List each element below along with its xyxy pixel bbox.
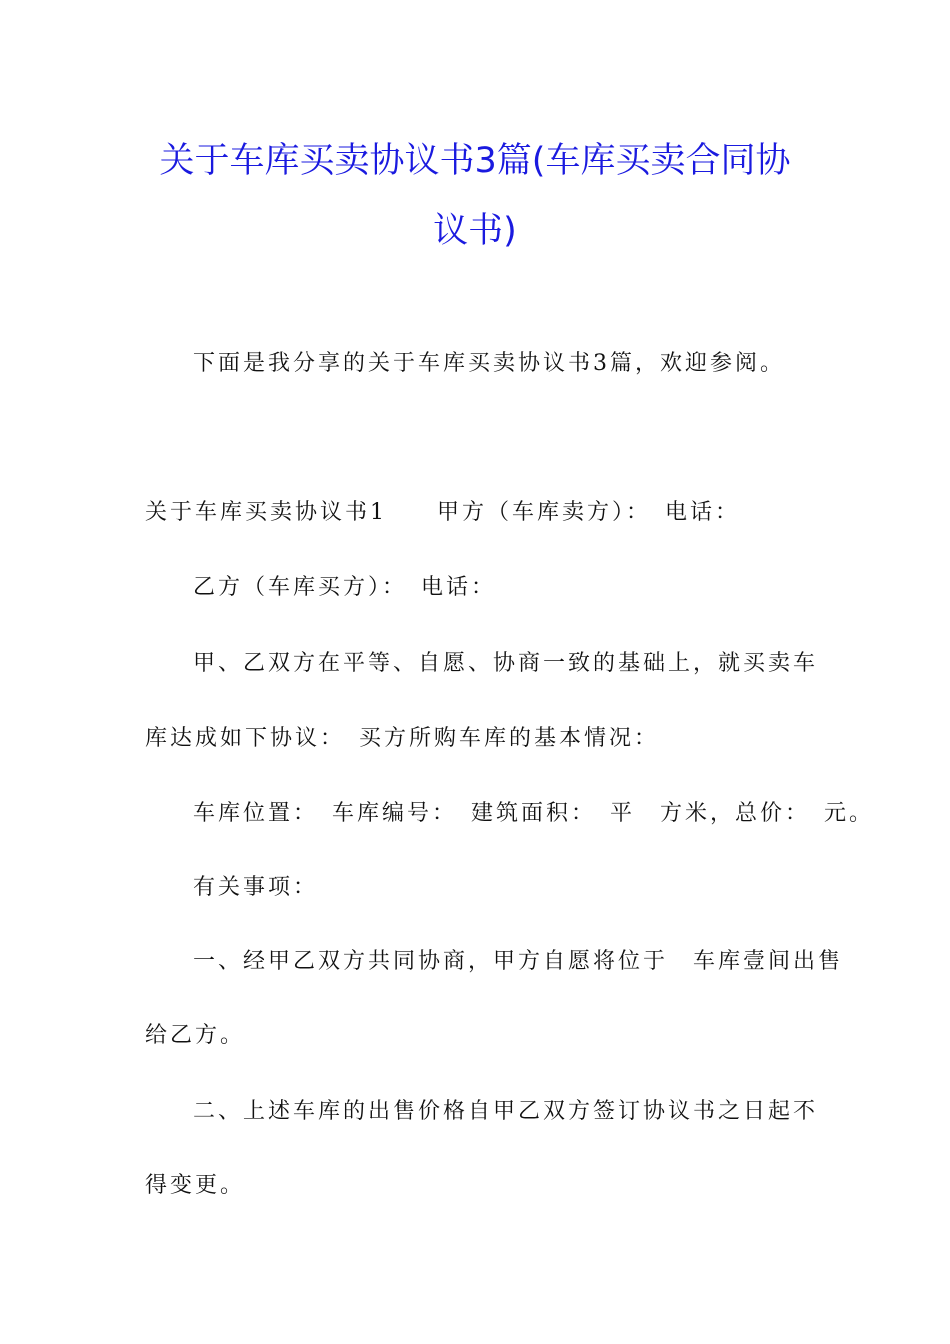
paragraph-1-line-1: 甲、乙双方在平等、自愿、协商一致的基础上，就买卖车	[193, 651, 819, 676]
title-line-1: 关于车库买卖协议书3篇(车库买卖合同协	[159, 141, 791, 181]
item-1-line-1: 一、经甲乙双方共同协商，甲方自愿将位于 车库壹间出售	[193, 949, 844, 974]
title-line-2: 议书)	[433, 211, 517, 251]
matters-label: 有关事项：	[193, 875, 319, 900]
paragraph-1-line-2: 库达成如下协议： 买方所购车库的基本情况：	[145, 726, 660, 751]
item-2-line-1: 二、上述车库的出售价格自甲乙双方签订协议书之日起不	[193, 1099, 819, 1124]
party-b-line: 乙方（车库买方）： 电话：	[193, 575, 497, 600]
item-2-line-2: 得变更。	[145, 1173, 246, 1198]
intro-paragraph: 下面是我分享的关于车库买卖协议书3篇，欢迎参阅。	[193, 351, 785, 376]
garage-info-line: 车库位置： 车库编号： 建筑面积： 平 方米，总价： 元。	[193, 801, 875, 826]
section-1-heading-line: 关于车库买卖协议书1 甲方（车库卖方）： 电话：	[145, 500, 740, 525]
item-1-line-2: 给乙方。	[145, 1023, 246, 1048]
